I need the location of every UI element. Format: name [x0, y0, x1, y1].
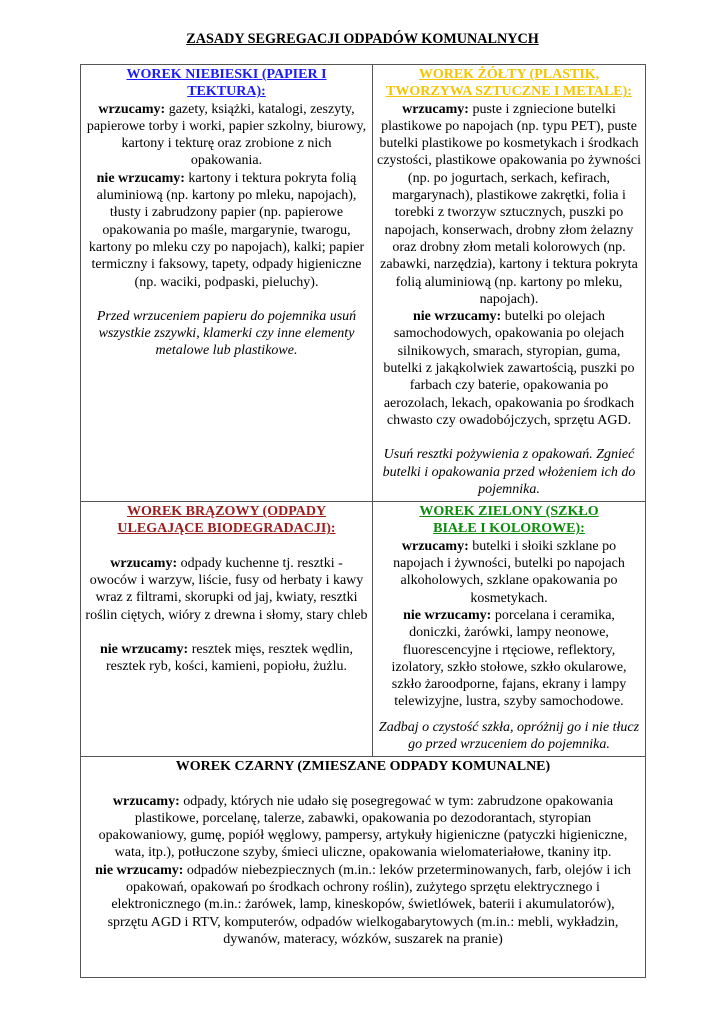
black-bag-rejected-text: odpadów niebezpiecznych (m.in.: leków przeterminowanych, farb, olejów i ich opakowań, opakowań po środkach ochrony roślin), zużytego sprzętu elektrycznego i elektronicznego (m.in.: żarówek, lamp, kineskopów, świetlówek, baterii i akumulatorów), sprzętu AGD i RTV, komputerów, odpadów wielkogabarytowych (m.in.: mebli, wykładzin, dywanów, materacy, wózków, suszarek na pranie): [107, 862, 631, 947]
spacer: [85, 291, 368, 308]
rejected-label: nie wrzucamy:: [412, 309, 502, 325]
blue-bag-rejected-text: kartony i tektura pokryta folią aluminiową (np. kartony po mleku, napojach), tłusty i zabrudzony papier (np. papierowe opakowania po maśle, margarynie, twarogu, kartony po mleku czy po napojach), kalki; papier termiczny i faksowy, tapety, odpady higieniczne (np. waciki, podpaski, pieluchy).: [88, 170, 365, 290]
yellow-bag-accepted: [377, 101, 641, 309]
accepted-label: wrzucamy:: [401, 538, 469, 554]
yellow-bag-accepted-text: puste i zgniecione butelki plastikowe po napojach (np. typu PET), puste butelki plastikowe po kosmetykach i środkach czystości, plastikowe opakowania po żywności (np. po jogurtach, serkach, kefirach, margarynach), plastikowe zakrętki, folia i torebki z tworzyw sztucznych, puszki po napojach, konserwach, drobny złom żelazny oraz drobny złom metali kolorowych (np. zabawki, narzędzia), kartony i tektura pokryta folią aluminiową (np. kartony po mleku, napojach).: [377, 101, 641, 307]
brown-bag-heading: WOREK BRĄZOWY (ODPADY ULEGAJĄCE BIODEGRADACJI):: [117, 504, 336, 537]
spacer: [377, 429, 641, 446]
blue-bag-heading: WOREK NIEBIESKI (PAPIER I TEKTURA):: [126, 67, 327, 100]
blue-bag-cell: [81, 65, 373, 502]
brown-bag-rejected-text: resztek mięs, resztek wędlin, resztek ryb, kości, kamieni, popiołu, żużlu.: [105, 641, 354, 675]
document-title: ZASADY SEGREGACJI ODPADÓW KOMUNALNYCH: [186, 31, 539, 47]
segregation-table: [80, 64, 646, 978]
brown-bag-accepted: [85, 555, 368, 624]
rejected-label: nie wrzucamy:: [95, 862, 184, 878]
green-bag-cell: [373, 502, 646, 757]
brown-bag-rejected: [85, 641, 368, 676]
brown-bag-accepted-text: odpady kuchenne tj. resztki - owoców i warzyw, liście, fusy od herbaty i kawy wraz z filtrami, skorupki od jaj, kwiaty, resztki roślin ciętych, wióry z drewna i słomy, stary chleb: [85, 555, 368, 623]
black-bag-rejected: [91, 862, 635, 948]
green-bag-accepted: [377, 538, 641, 607]
blue-bag-accepted: [85, 101, 368, 170]
accepted-label: wrzucamy:: [110, 555, 178, 571]
green-bag-heading: WOREK ZIELONY (SZKŁO BIAŁE I KOLOROWE):: [419, 504, 599, 537]
yellow-bag-cell: [373, 65, 646, 502]
accepted-label: wrzucamy:: [98, 101, 166, 117]
brown-bag-cell: [81, 502, 373, 757]
green-bag-note: Zadbaj o czystość szkła, opróżnij go i nie tłucz go przed wrzuceniem do pojemnika.: [378, 719, 640, 752]
black-bag-cell: [81, 757, 646, 978]
blue-bag-note: Przed wrzuceniem papieru do pojemnika usuń wszystkie zszywki, klamerki czy inne elementy metalowe lub plastikowe.: [96, 308, 357, 359]
table-row: [81, 502, 646, 757]
blue-bag-rejected: [85, 170, 368, 291]
yellow-bag-heading: WOREK ŻÓŁTY (PLASTIK, TWORZYWA SZTUCZNE I METALE):: [386, 67, 632, 100]
spacer: [91, 776, 635, 793]
table-row: [81, 65, 646, 502]
black-bag-heading: WOREK CZARNY (ZMIESZANE ODPADY KOMUNALNE): [175, 759, 551, 775]
rejected-label: nie wrzucamy:: [99, 641, 189, 657]
rejected-label: nie wrzucamy:: [403, 607, 492, 623]
black-bag-accepted-text: odpady, których nie udało się posegregować w tym: zabrudzone opakowania plastikowe, porcelanę, talerze, zabawki, opakowania po dezodorantach, styropian opakowaniowy, gumę, popiół węglowy, pampersy, artykuły higieniczne (patyczki higieniczne, wata, itp.), potłuczone szyby, śmieci uliczne, opakowania wielomateriałowe, tkaniny itp.: [98, 793, 628, 861]
spacer: [85, 624, 368, 641]
yellow-bag-rejected: [377, 308, 641, 429]
rejected-label: nie wrzucamy:: [96, 170, 185, 186]
accepted-label: wrzucamy:: [112, 793, 180, 809]
green-bag-rejected-text: porcelana i ceramika, doniczki, żarówki, lampy neonowe, fluorescencyjne i rtęciowe, reflektory, izolatory, szkło stołowe, szkło okularowe, szkło żaroodporne, fajans, ekrany i lampy telewizyjne, lustra, szyby samochodowe.: [391, 607, 627, 710]
yellow-bag-rejected-text: butelki po olejach samochodowych, opakowania po olejach silnikowych, smarach, styropian, guma, butelki z jakąkolwiek zawartością, puszki po farbach czy baterie, opakowania po aerozolach, lekach, opakowania po środkach chwasto czy owadobójczych, sprzętu AGD.: [383, 309, 635, 428]
yellow-bag-note: Usuń resztki pożywienia z opakowań. Zgnieć butelki i opakowania przed włożeniem ich do pojemnika.: [382, 447, 636, 497]
blue-bag-accepted-text: gazety, książki, katalogi, zeszyty, papierowe torby i worki, papier szkolny, biurowy, kartony i tekturę oraz zrobione z nich opakowania.: [86, 101, 367, 169]
green-bag-accepted-text: butelki i słoiki szklane po napojach i żywności, butelki po napojach alkoholowych, szklane opakowania po kosmetykach.: [393, 538, 625, 606]
spacer: [85, 538, 368, 555]
accepted-label: wrzucamy:: [402, 101, 469, 117]
table-row: [81, 757, 646, 978]
spacer: [377, 711, 641, 719]
black-bag-accepted: [91, 793, 635, 862]
green-bag-rejected: [377, 607, 641, 711]
